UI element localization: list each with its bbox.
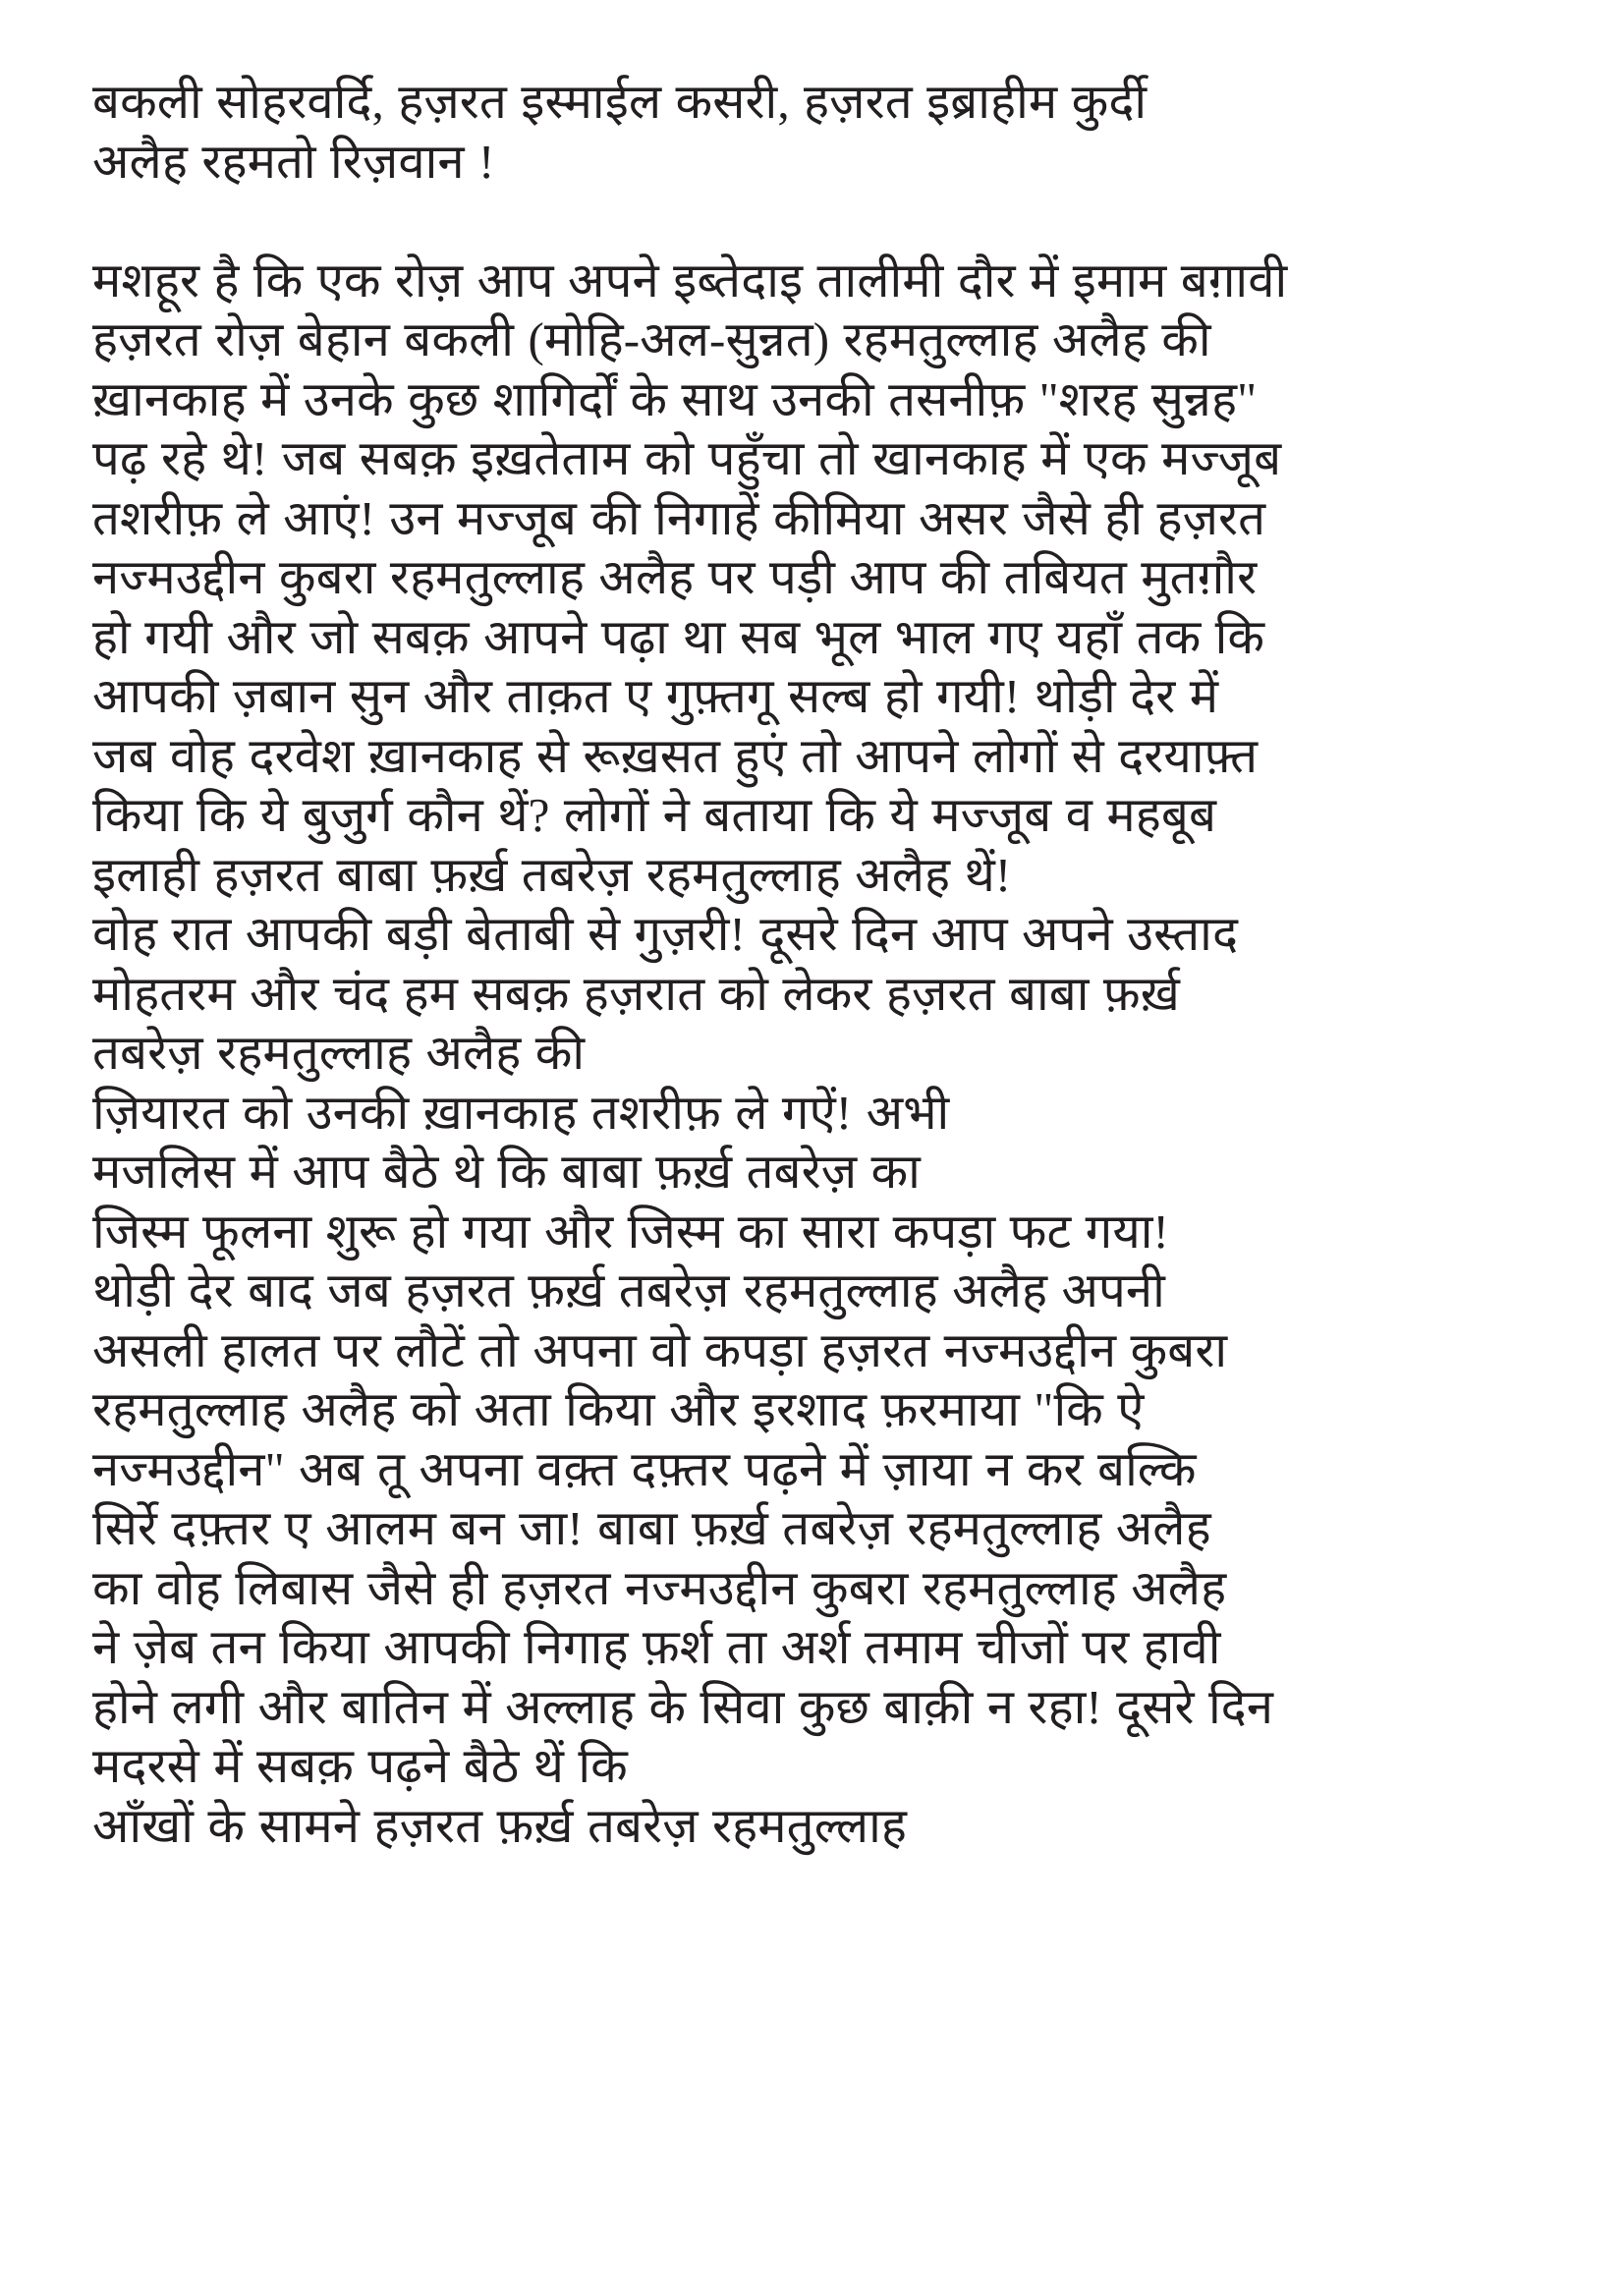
body-line: थोड़ी देर बाद जब हज़रत फ़र्ख़ तबरेज़ रहमतुल्लाह अलैह अपनी <box>92 1263 1165 1317</box>
body-line: इलाही हज़रत बाबा फ़र्ख़ तबरेज़ रहमतुल्लाह अलैह थें! <box>92 847 1012 902</box>
body-line: हो गयी और जो सबक़ आपने पढ़ा था सब भूल भाल गए यहाँ तक कि <box>92 609 1265 664</box>
body-line: मोहतरम और चंद हम सबक़ हज़रात को लेकर हज़रत बाबा फ़र्ख़ <box>92 966 1180 1021</box>
body-line: ख़ानकाह में उनके कुछ शागिर्दों के साथ उनकी तसनीफ़ "शरह सुन्नह" <box>92 371 1258 426</box>
heading-paragraph <box>92 73 1545 192</box>
body-line: मजलिस में आप बैठे थे कि बाबा फ़र्ख़ तबरेज़ का <box>92 1145 921 1199</box>
body-line: जब वोह दरवेश ख़ानकाह से रूख़सत हुएं तो आपने लोगों से दरयाफ़्त <box>92 728 1259 783</box>
body-line: जिस्म फूलना शुरू हो गया और जिस्म का सारा कपड़ा फट गया! <box>92 1204 1169 1259</box>
body-line: आपकी ज़बान सुन और ताक़त ए गुफ़्तगू सल्ब हो गयी! थोड़ी देर में <box>92 669 1219 723</box>
heading-line: बकली सोहरवर्दि, हज़रत इस्माईल कसरी, हज़रत इब्राहीम कुर्दी <box>92 75 1148 129</box>
body-line: रहमतुल्लाह अलैह को अता किया और इरशाद फ़रमाया "कि ऐ <box>92 1382 1145 1436</box>
body-line: हज़रत रोज़ बेहान बकली (मोहि-अल-सुन्नत) रहमतुल्लाह अलैह की <box>92 312 1211 366</box>
body-line: होने लगी और बातिन में अल्लाह के सिवा कुछ बाक़ी न रहा! दूसरे दिन <box>92 1679 1274 1734</box>
body-line: तबरेज़ रहमतुल्लाह अलैह की <box>92 1026 586 1080</box>
body-line: तशरीफ़ ले आएं! उन मज्जूब की निगाहें कीमिया असर जैसे ही हज़रत <box>92 490 1266 545</box>
document-text-body <box>92 73 1545 1856</box>
body-line: वोह रात आपकी बड़ी बेताबी से गुज़री! दूसरे दिन आप अपने उस्ताद <box>92 907 1239 961</box>
body-line: ने ज़ेब तन किया आपकी निगाह फ़र्श ता अर्श तमाम चीजों पर हावी <box>92 1620 1221 1674</box>
body-line: पढ़ रहे थे! जब सबक़ इख़तेताम को पहुँचा तो खानकाह में एक मज्जूब <box>92 431 1282 485</box>
body-line: का वोह लिबास जैसे ही हज़रत नज्मउद्दीन कुबरा रहमतुल्लाह अलैह <box>92 1560 1227 1615</box>
body-line: मदरसे में सबक़ पढ़ने बैठे थें कि <box>92 1739 628 1793</box>
body-line: मशहूर है कि एक रोज़ आप अपने इब्तेदाइ तालीमी दौर में इमाम बग़ावी <box>92 252 1288 308</box>
heading-line: अलैह रहमतो रिज़वान ! <box>92 134 495 189</box>
body-line: असली हालत पर लौटें तो अपना वो कपड़ा हज़रत नज्मउद्दीन कुबरा <box>92 1322 1228 1377</box>
body-paragraph <box>92 252 1545 1857</box>
body-line: ज़ियारत को उनकी ख़ानकाह तशरीफ़ ले गऐं! अभी <box>92 1085 950 1140</box>
body-line: आँखों के सामने हज़रत फ़र्ख़ तबरेज़ रहमतुल्लाह <box>92 1798 908 1853</box>
body-line: सिर्रे दफ़्तर ए आलम बन जा! बाबा फ़र्ख़ तबरेज़ रहमतुल्लाह अलैह <box>92 1501 1211 1555</box>
body-line: नज्मउद्दीन कुबरा रहमतुल्लाह अलैह पर पड़ी आप की तबियत मुतग़ौर <box>92 550 1258 604</box>
body-line: नज्मउद्दीन" अब तू अपना वक़्त दफ़्तर पढ़ने में ज़ाया न कर बल्कि <box>92 1441 1197 1496</box>
paragraph-spacer <box>92 192 1545 252</box>
body-line: किया कि ये बुजुर्ग कौन थें? लोगों ने बताया कि ये मज्जूब व महबूब <box>92 788 1217 842</box>
